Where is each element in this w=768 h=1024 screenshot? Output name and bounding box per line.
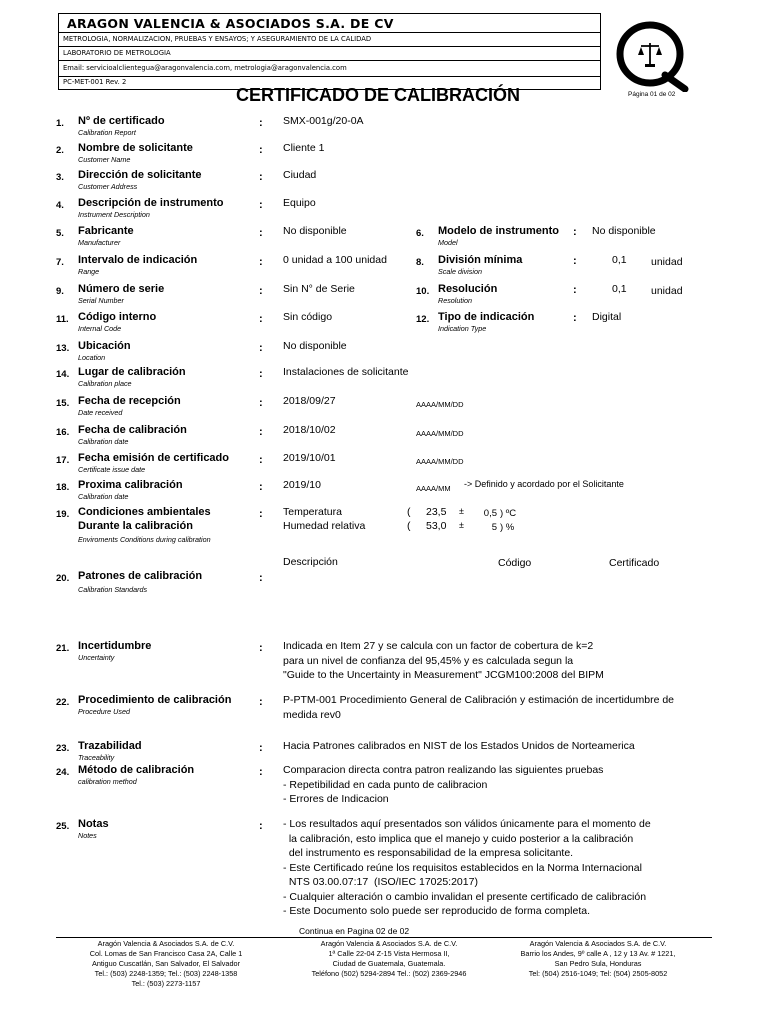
field-unit: unidad [651,285,683,297]
field-label: Tipo de indicación [438,311,535,323]
field-colon: : [259,256,263,268]
footer-line: 1ª Calle 22-04 Z-15 Vista Hermosa II, [328,949,450,958]
condition-uncertainty: 0,5 [483,508,497,519]
field-number: 5. [56,228,64,239]
field-sublabel: calibration method [78,777,137,786]
field-text-line: "Guide to the Uncertainty in Measurement" JCGM100:2008 del BIPM [283,669,604,681]
field-sublabel: Calibration place [78,379,132,388]
column-header-code: Código [498,557,532,569]
services-row [59,32,600,47]
field-sublabel: Manufacturer [78,238,121,247]
field-value: 0 unidad a 100 unidad [283,254,387,266]
field-sublabel: Traceability [78,753,115,762]
field-value: Digital [592,311,622,323]
field-label: Descripción de instrumento [78,197,224,209]
field-colon: : [259,572,263,584]
footer-address-block [269,939,509,979]
field-colon: : [259,820,263,832]
footer-line: Aragón Valencia & Asociados S.A. de C.V. [97,939,235,948]
continue-note: Continua en Pagina 02 de 02 [299,926,410,936]
field-colon: : [259,117,263,129]
field-sublabel: Uncertainty [78,653,115,662]
field-colon: : [573,312,577,324]
field-value: 2018/10/02 [283,424,336,436]
field-colon: : [573,255,577,267]
field-value: SMX-001g/20-0A [283,115,364,127]
condition-uncertainty: 5 [491,522,497,533]
field-value: Sin código [283,311,333,323]
field-number: 4. [56,200,64,211]
field-colon: : [573,226,577,238]
condition-unit: ) ºC [500,508,517,519]
field-value: Sin N° de Serie [283,283,355,295]
field-text-line: - Cualquier alteración o cambio invalidan el presente certificado de calibración [283,890,647,903]
services-line: METROLOGIA, NORMALIZACION, PRUEBAS Y ENSAYOS; Y ASEGURAMIENTO DE LA CALIDAD [63,35,372,43]
company-name: ARAGON VALENCIA & ASOCIADOS S.A. DE CV [67,16,394,31]
field-text-line: P-PTM-001 Procedimiento General de Calibración y estimación de incertidumbre de [283,694,675,706]
field-number: 23. [56,743,70,754]
field-number: 9. [56,286,64,297]
field-colon: : [259,171,263,183]
field-text-line: - Este Documento solo puede ser reproducido de forma completa. [283,905,590,917]
field-text-line: - Errores de Indicacion [283,793,389,805]
field-colon: : [259,285,263,297]
field-colon: : [259,426,263,438]
field-sublabel: Enviroments Conditions during calibration [78,535,211,544]
field-number: 11. [56,314,69,325]
company-row [59,14,600,33]
date-format: AAAA/MM/DD [416,457,464,466]
field-value: No disponible [592,225,656,237]
field-value: 2018/09/27 [283,395,336,407]
email-line: Email: servicioalclientegua@aragonvalencia.com, metrologia@aragonvalencia.com [63,64,347,72]
field-label: Nombre de solicitante [78,142,193,154]
open-paren: ( [407,506,411,518]
field-sublabel: Location [78,353,106,362]
date-format: AAAA/MM/DD [416,400,464,409]
letterhead-box [58,13,601,90]
field-label: Trazabilidad [78,740,142,752]
plus-minus: ± [459,506,464,516]
field-label: Durante la calibración [78,520,193,532]
field-label: Fecha de calibración [78,424,187,436]
field-colon: : [259,313,263,325]
field-label: Ubicación [78,340,131,352]
field-label: Resolución [438,283,498,295]
page-number: Página 01 de 02 [628,91,676,98]
company-logo [615,17,690,92]
field-value: Instalaciones de solicitante [283,366,409,378]
condition-name: Temperatura [283,506,342,518]
field-sublabel: Notes [78,831,97,840]
field-sublabel: Calibration Standards [78,585,148,594]
field-colon: : [259,696,263,708]
field-sublabel: Instrument Description [78,210,150,219]
condition-name: Humedad relativa [283,520,366,532]
field-number: 1. [56,118,64,129]
field-text-line: Hacia Patrones calibrados en NIST de los Estados Unidos de Norteamerica [283,740,635,752]
field-colon: : [259,508,263,520]
date-format: AAAA/MM/DD [416,429,464,438]
field-sublabel: Model [438,238,458,247]
page-title: CERTIFICADO DE CALIBRACIÓN [236,85,520,105]
footer-address-block [478,939,718,979]
condition-unit: ) % [500,522,515,533]
field-colon: : [259,199,263,211]
field-colon: : [259,144,263,156]
field-label: Número de serie [78,283,165,295]
field-text-line: - Repetibilidad en cada punto de calibracion [283,778,488,791]
field-text-line: Comparacion directa contra patron realizando las siguientes pruebas [283,764,604,776]
field-sublabel: Customer Address [78,182,138,191]
field-label: Fecha de recepción [78,395,181,407]
footer-line: Antiguo Cuscatlán, San Salvador, El Salvador [91,959,241,968]
field-label: Nº de certificado [78,115,165,127]
field-label: Incertidumbre [78,640,152,652]
field-text-line: - Los resultados aquí presentados son válidos únicamente para el momento de [283,818,651,830]
field-label: Dirección de solicitante [78,169,202,181]
field-label: División mínima [438,254,523,266]
field-label: Lugar de calibración [78,366,186,378]
field-label: Proxima calibración [78,479,183,491]
field-colon: : [259,342,263,354]
field-number: 2. [56,145,64,156]
field-number: 24. [56,767,70,778]
scale-icon [638,43,662,67]
field-value: 2019/10/01 [283,452,336,464]
field-number: 18. [56,482,70,493]
email-row [59,60,600,77]
field-number: 6. [416,228,424,239]
field-sublabel: Procedure Used [78,707,130,716]
condition-value: 23,5 [426,506,447,518]
column-header-description: Descripción [283,556,338,568]
field-sublabel: Calibration date [78,437,129,446]
footer-rule [56,937,712,938]
condition-value: 53,0 [426,520,447,532]
footer-address-block [46,939,286,989]
field-value: Cliente 1 [283,142,325,154]
column-header-certificate: Certificado [609,557,660,569]
field-label: Procedimiento de calibración [78,694,232,706]
footer-line: San Pedro Sula, Honduras [554,959,642,968]
field-colon: : [259,766,263,778]
field-label: Intervalo de indicación [78,254,198,266]
field-label: Fecha emisión de certificado [78,452,229,464]
field-sublabel: Serial Number [78,296,124,305]
field-value: 2019/10 [283,479,321,491]
field-label: Condiciones ambientales [78,506,211,518]
field-colon: : [259,642,263,654]
field-number: 3. [56,172,64,183]
field-label: Método de calibración [78,764,195,776]
field-sublabel: Resolution [438,296,472,305]
field-colon: : [259,742,263,754]
field-number: 22. [56,697,70,708]
footer-line: Aragón Valencia & Asociados S.A. de C.V. [320,939,458,948]
field-sublabel: Calibration date [78,492,129,501]
field-value: No disponible [283,340,347,352]
field-sublabel: Range [78,267,100,276]
lab-row [59,46,600,61]
field-label: Modelo de instrumento [438,225,559,237]
field-number: 8. [416,257,424,268]
field-text-line: medida rev0 [283,708,341,721]
field-colon: : [259,368,263,380]
footer-line: Tel: (504) 2516-1049; Tel: (504) 2505-8052 [528,969,668,978]
field-sublabel: Internal Code [78,324,122,333]
field-number: 25. [56,821,70,832]
field-number: 7. [56,257,64,268]
field-sublabel: Scale division [438,267,482,276]
field-text-line: - Este Certificado reúne los requisitos establecidos en la Norma Internacional [283,861,642,874]
field-colon: : [259,454,263,466]
footer-line: Col. Lomas de San Francisco Casa 2A, Calle 1 [89,949,243,958]
field-number: 16. [56,427,70,438]
document-code: PC-MET-001 Rev. 2 [63,78,127,86]
field-label: Fabricante [78,225,134,237]
field-text-line: NTS 03.00.07:17 (ISO/IEC 17025:2017) [283,876,478,888]
field-colon: : [259,397,263,409]
field-colon: : [259,481,263,493]
field-number: 10. [416,286,430,297]
open-paren: ( [407,520,411,532]
plus-minus: ± [459,520,464,530]
footer-line: Barrio los Andes, 9º calle A , 12 y 13 Av. # 1221, [520,949,676,958]
field-number: 19. [56,509,70,520]
field-label: Código interno [78,311,157,323]
field-number: 20. [56,573,70,584]
field-sublabel: Certificate issue date [78,465,146,474]
date-format: AAAA/MM [416,484,451,493]
field-number: 13. [56,343,70,354]
field-sublabel: Indication Type [438,324,487,333]
field-value: 0,1 [612,283,627,295]
footer-line: Ciudad de Guatemala, Guatemala. [332,959,446,968]
field-text-line: la calibración, esto implica que el manejo y cuido posterior a la calibración [283,832,634,845]
field-number: 21. [56,643,70,654]
field-label: Patrones de calibración [78,570,203,582]
footer-line: Tel.: (503) 2273-1157 [131,979,201,988]
field-value: Ciudad [283,169,317,181]
field-label: Notas [78,818,109,830]
field-text-line: para un nivel de confianza del 95,45% y es calculada segun la [283,654,574,667]
footer-line: Aragón Valencia & Asociados S.A. de C.V. [529,939,667,948]
field-number: 17. [56,455,70,466]
footer-line: Teléfono (502) 5294-2894 Tel.: (502) 2369-2946 [311,969,467,978]
field-sublabel: Calibration Report [78,128,136,137]
field-number: 15. [56,398,70,409]
footer-line: Tel.: (503) 2248-1359; Tel.: (503) 2248-1358 [94,969,238,978]
field-colon: : [259,227,263,239]
field-number: 12. [416,314,430,325]
field-number: 14. [56,369,70,380]
field-value: 0,1 [612,254,627,266]
field-note: -> Definido y acordado por el Solicitante [464,479,624,489]
lab-line: LABORATORIO DE METROLOGIA [63,49,171,57]
field-text-line: Indicada en Item 27 y se calcula con un factor de cobertura de k=2 [283,640,594,652]
field-text-line: del instrumento es responsabilidad de la empresa solicitante. [283,847,574,859]
field-sublabel: Date received [78,408,123,417]
field-unit: unidad [651,256,683,268]
field-value: Equipo [283,197,316,209]
field-colon: : [573,284,577,296]
field-sublabel: Customer Name [78,155,131,164]
field-value: No disponible [283,225,347,237]
